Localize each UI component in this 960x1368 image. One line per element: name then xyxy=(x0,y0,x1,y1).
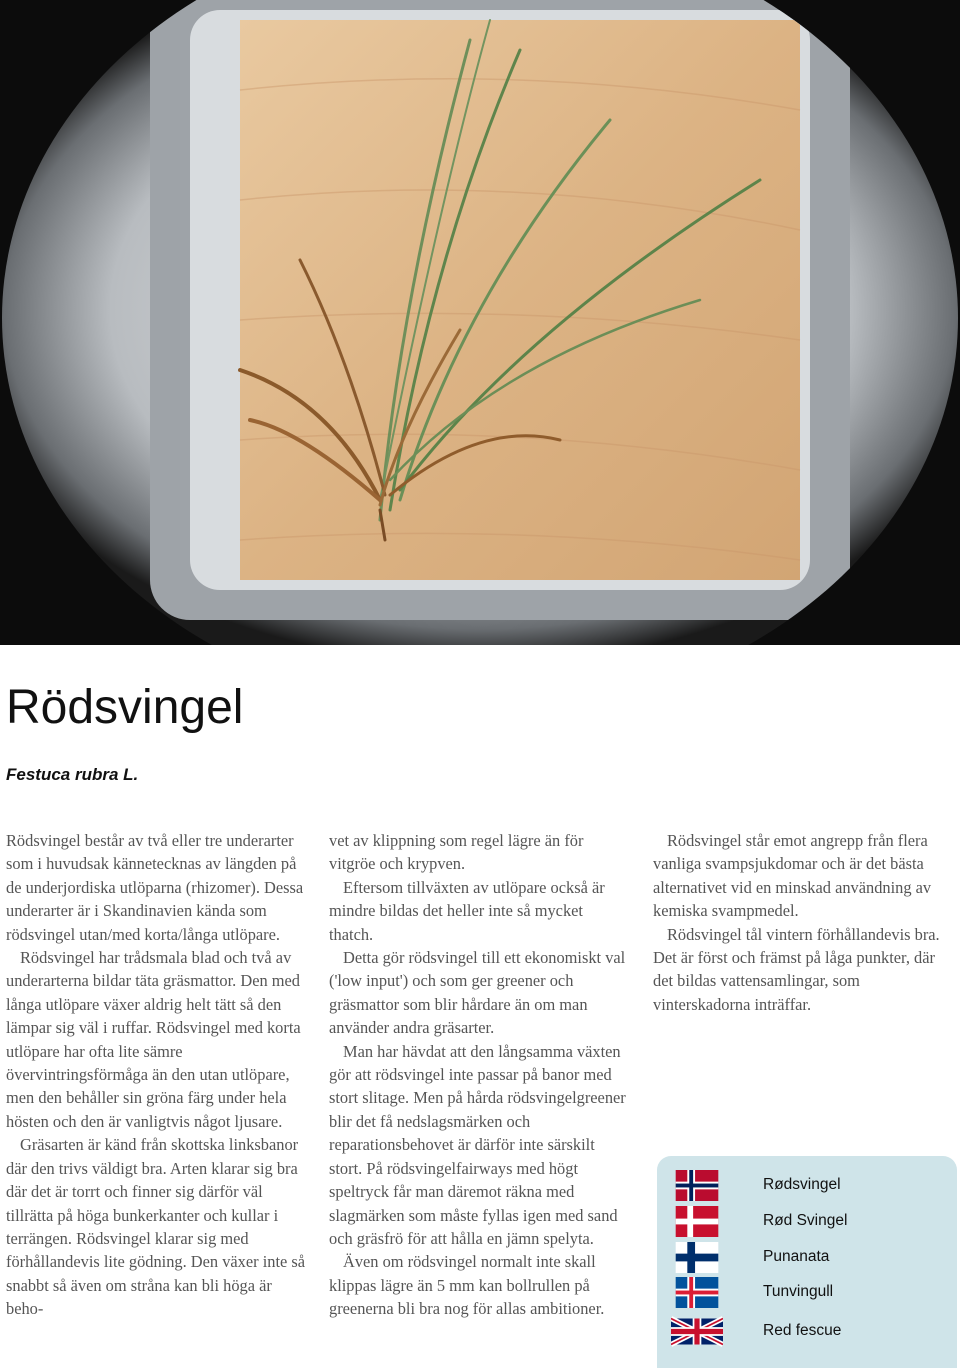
name-row-english xyxy=(671,1315,842,1347)
text-column-1 xyxy=(6,829,306,1321)
paragraph: Rödsvingel tål vintern förhållandevis bra. Det är först och främst på låga punkter, där det bildas vattensamlingar, som vinterskadorna inträffar. xyxy=(653,924,940,1014)
finland-flag-icon xyxy=(671,1242,723,1273)
nordic-names-box xyxy=(657,1156,957,1368)
name-label: Punanata xyxy=(763,1248,830,1265)
grass-sample-image xyxy=(0,0,960,645)
iceland-flag-icon xyxy=(671,1277,723,1308)
uk-flag-icon xyxy=(671,1316,723,1347)
paragraph: Gräsarten är känd från skottska linksbanor där den trivs väldigt bra. Arten klarar sig bra där det är torrt och finner sig därför väl tillrätta på höga bunkerkanter och kullar i terrängen. Rödsvingel klarar sig med förhållandevis lite gödning. Den växer inte så snabbt så även om stråna kan bli höga är beho- xyxy=(6,1135,306,1319)
magnifier-photo xyxy=(0,0,960,645)
norway-flag-icon xyxy=(671,1170,723,1201)
paragraph: vet av klippning som regel lägre än för vitgröe och krypven. xyxy=(329,831,584,874)
denmark-flag-icon xyxy=(671,1206,723,1237)
name-label: Tunvingull xyxy=(763,1283,834,1300)
paragraph: Man har hävdat att den långsamma växten gör att rödsvingel inte passar på banor med stort slitage. Men på hårda rödsvingelgreener blir det få nedslagsmärken och reparationsbehovet är därför inte särskilt stort. På rödsvingelfairways med högt speltryck får man däremot räkna med slagmärken som måste fyllas igen med sand och gräsfrö för att hålla en jämn spelyta. xyxy=(329,1041,626,1248)
paragraph: Eftersom tillväxten av utlöpare också är mindre bildas det heller inte så mycket thatch. xyxy=(329,877,605,944)
name-label: Rødsvingel xyxy=(763,1176,841,1193)
name-label: Red fescue xyxy=(763,1322,842,1339)
name-row-norwegian xyxy=(671,1169,841,1201)
paragraph: Detta gör rödsvingel till ett ekonomiskt val ('low input') och som ger greener och gräsmattor som blir hårdare än om man använder andra gräsarter. xyxy=(329,948,626,1038)
paragraph: Rödsvingel står emot angrepp från flera vanliga svampsjukdomar och är det bästa alternativet vid en minskad användning av kemiska svampmedel. xyxy=(653,831,932,921)
latin-name: Festuca rubra L. xyxy=(6,765,139,784)
name-row-finnish xyxy=(671,1241,830,1273)
paragraph: Rödsvingel består av två eller tre underarter som i huvudsak kännetecknas av längden på de underjordiska utlöparna (rhizomer). Dessa underarter är i Skandinavien kända som rödsvingel utan/med korta/långa utlöpare. xyxy=(6,831,304,944)
name-label: Rød Svingel xyxy=(763,1212,848,1229)
text-column-2 xyxy=(329,829,629,1321)
name-row-danish xyxy=(671,1205,848,1237)
paragraph: Även om rödsvingel normalt inte skall klippas lägre än 5 mm kan bollrullen på greenerna bli bra nog för allas ambitioner. xyxy=(329,1252,605,1319)
name-row-icelandic xyxy=(671,1276,834,1308)
text-column-3 xyxy=(653,829,953,1016)
paragraph: Rödsvingel har trådsmala blad och två av underarterna bildar täta gräsmattor. Den med långa utlöpare växer aldrig helt tätt så den lämpar sig väl i ruffar. Rödsvingel med korta utlöpare har ofta lite sämre övervintringsförmåga än den utan utlöpare, men den behåller sin gröna färg under hela hösten och den är vanligtvis något ljusare. xyxy=(6,948,301,1131)
page-title: Rödsvingel xyxy=(6,681,244,734)
